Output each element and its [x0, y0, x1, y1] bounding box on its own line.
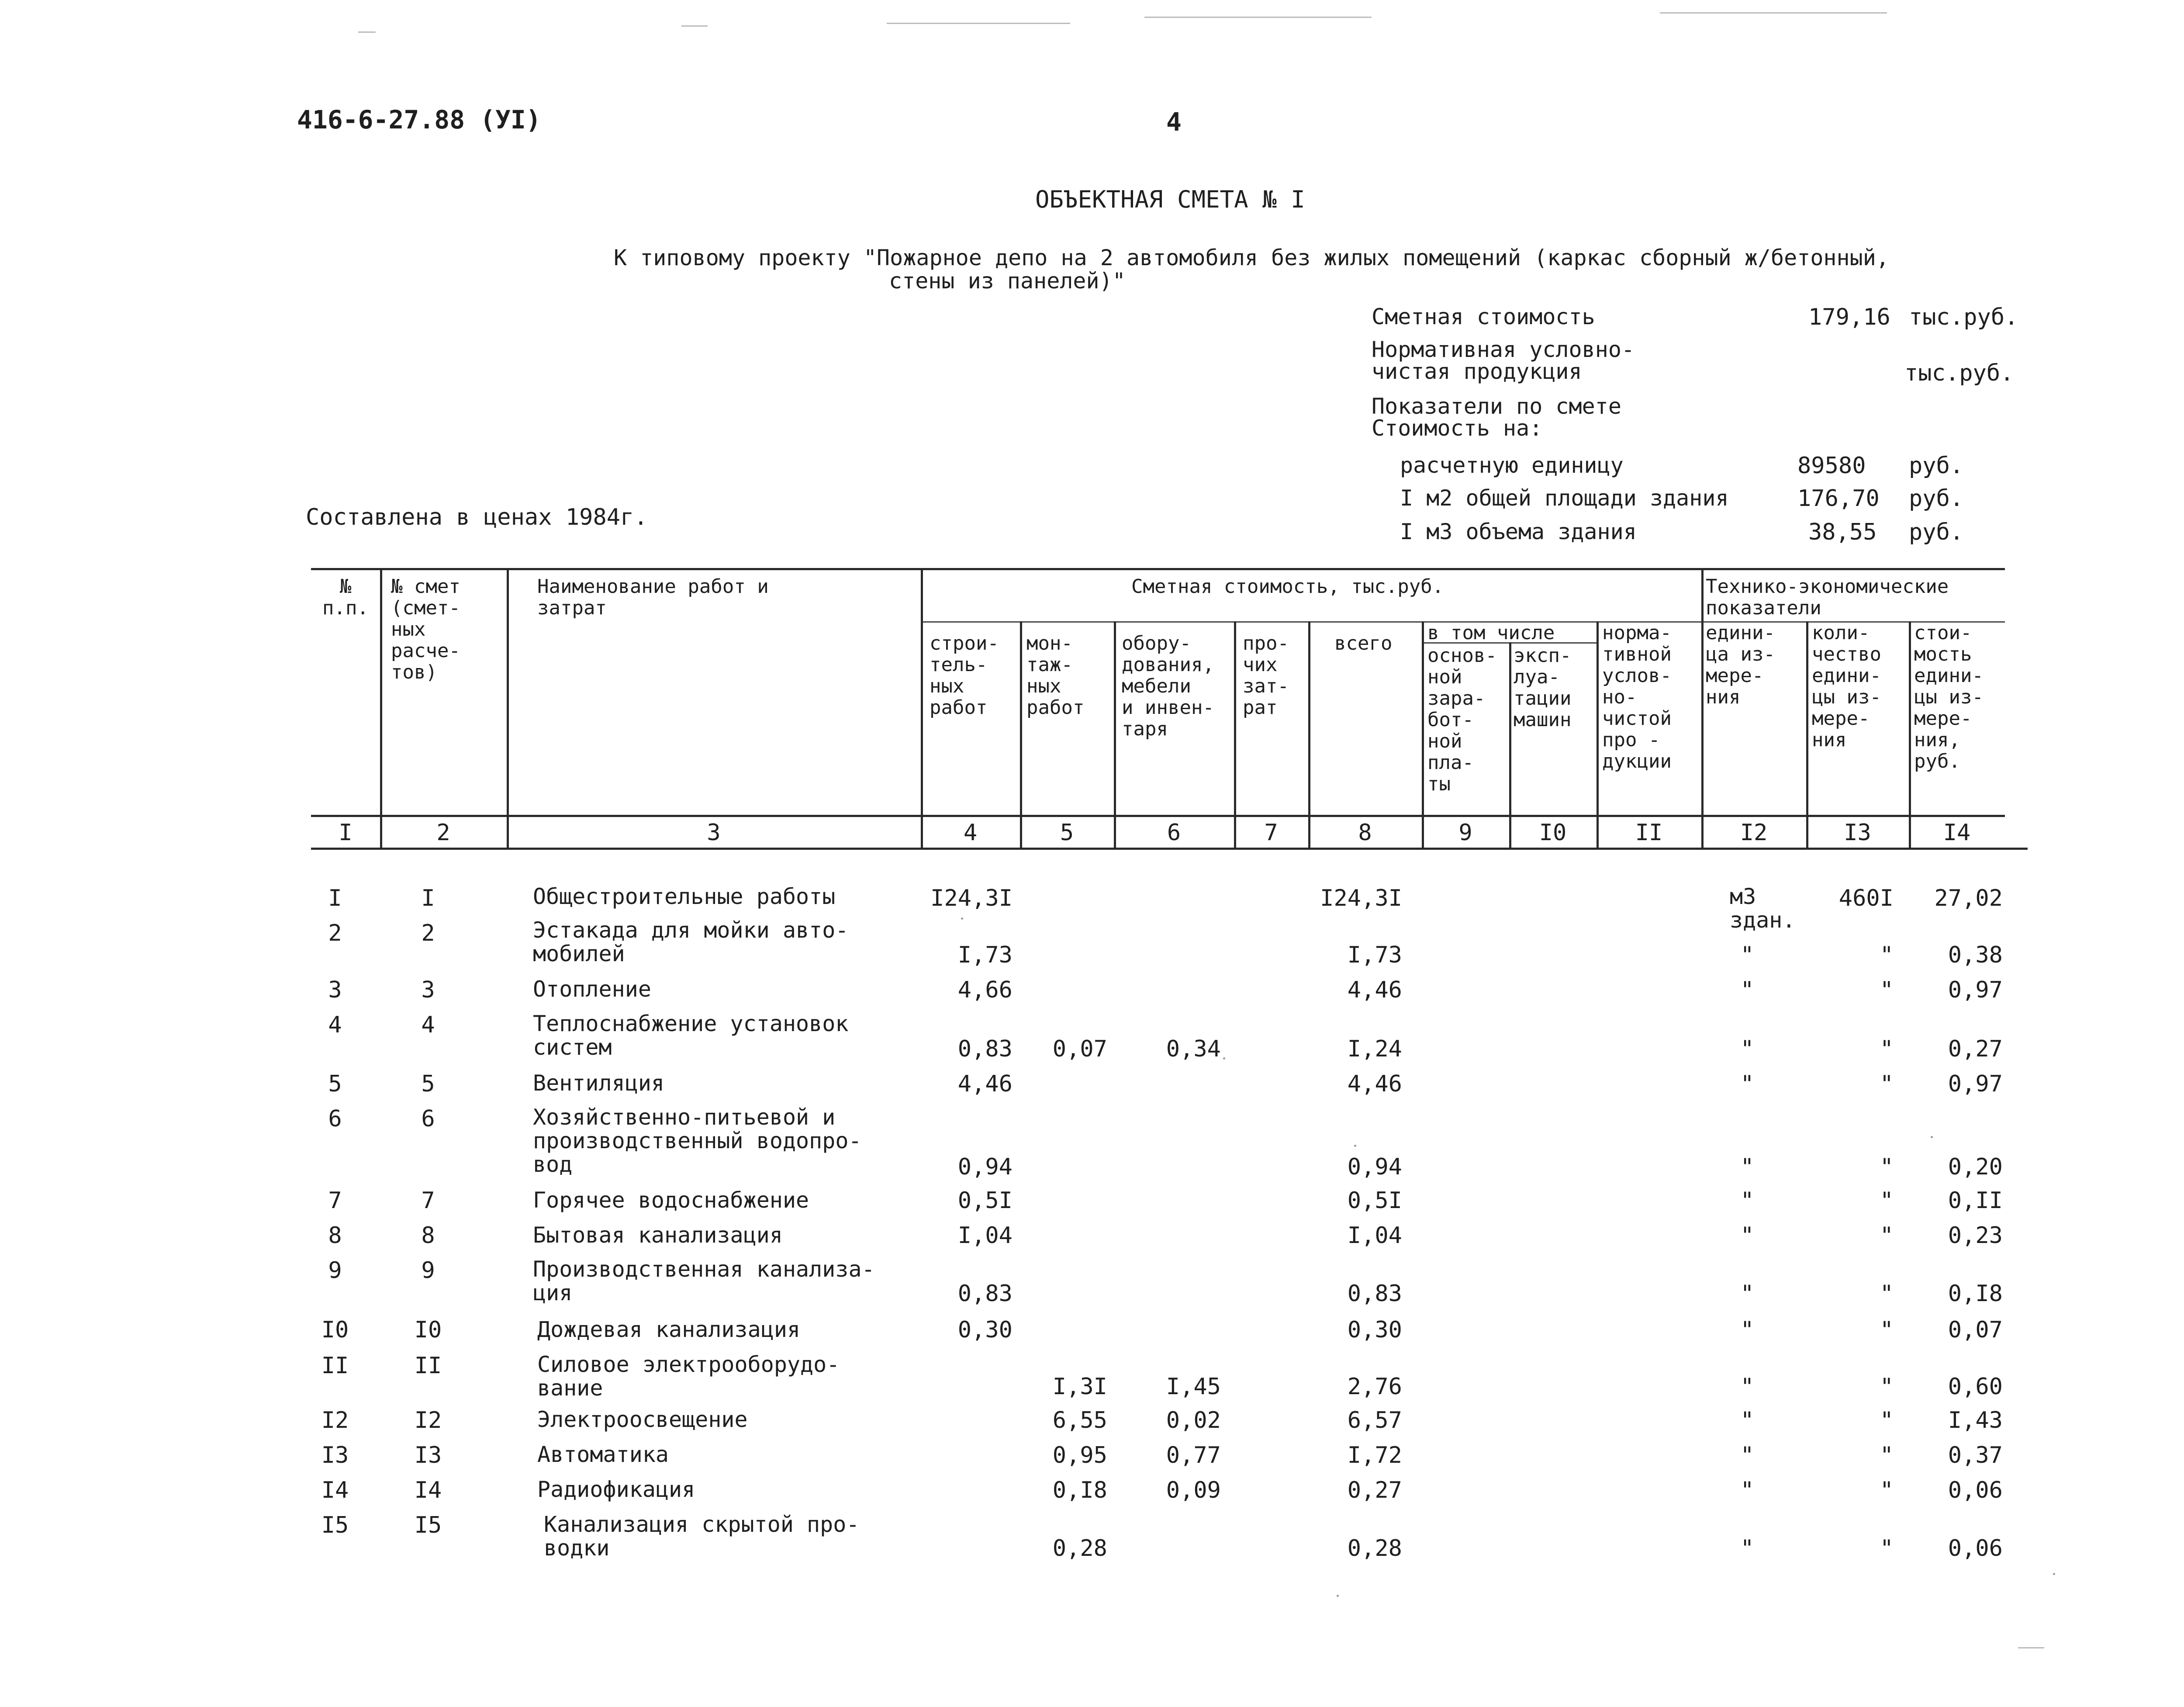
scan-mark [681, 25, 708, 27]
row-installation: 0,95 [1052, 1442, 1107, 1468]
row-estimate: I4 [414, 1477, 442, 1503]
row-equipment: 0,02 [1166, 1407, 1221, 1433]
scan-speck [1931, 1136, 1933, 1138]
row-name: Общестроительные работы [533, 884, 836, 909]
unit-label: расчетную единицу [1400, 453, 1624, 478]
row-unit: " [1740, 1407, 1754, 1433]
row-unit-cost: 0,07 [1948, 1317, 2003, 1343]
header-unit: едини- ца из- мере- ния [1706, 622, 1775, 708]
header-quantity: коли- чество едини- цы из- мере- ния [1812, 622, 1881, 751]
row-unit-cost: 27,02 [1934, 885, 2003, 911]
row-quantity: " [1880, 942, 1894, 968]
row-quantity: " [1880, 1374, 1894, 1400]
row-unit-cost: 0,I8 [1948, 1281, 2003, 1307]
row-equipment: 0,77 [1166, 1442, 1221, 1468]
prices-note: Составлена в ценах 1984г. [306, 504, 648, 530]
row-number: I [328, 885, 342, 911]
header-including: в том числе [1427, 622, 1555, 644]
scan-mark [1144, 17, 1372, 18]
row-name: Отопление [533, 976, 651, 1002]
row-estimate: 5 [421, 1071, 435, 1097]
volume-label: I м3 объема здания [1400, 519, 1637, 544]
row-unit-cost: 0,60 [1948, 1374, 2003, 1400]
row-total: 4,46 [1347, 977, 1402, 1003]
area-currency: руб. [1909, 485, 1964, 512]
row-total: 6,57 [1347, 1407, 1402, 1433]
scan-speck [1354, 1145, 1356, 1147]
unit-currency: руб. [1909, 453, 1964, 479]
header-base-salary: основ- ной зара- бот- ной пла- ты [1427, 644, 1497, 795]
row-equipment: I,45 [1166, 1374, 1221, 1400]
row-total: 0,27 [1347, 1477, 1402, 1503]
row-name: Силовое электрооборудо- вание [537, 1352, 840, 1401]
unit-value: 89580 [1797, 453, 1866, 479]
area-value: 176,70 [1797, 485, 1880, 512]
colnum-top-border [311, 815, 2005, 817]
row-unit: " [1740, 1317, 1754, 1343]
row-name: Электроосвещение [537, 1407, 748, 1432]
row-number: I2 [321, 1407, 349, 1433]
row-total: I,72 [1347, 1442, 1402, 1468]
row-unit-cost: I,43 [1948, 1407, 2003, 1433]
subtitle-line-1: К типовому проекту "Пожарное депо на 2 автомобиля без жилых помещений (каркас сборный ж/бетонный, [614, 245, 1889, 270]
col-divider [1308, 621, 1310, 850]
row-unit-cost: 0,97 [1948, 977, 2003, 1003]
row-unit: " [1740, 1222, 1754, 1249]
row-total: 0,83 [1347, 1281, 1402, 1307]
row-number: II [321, 1353, 349, 1379]
row-total: I,73 [1347, 942, 1402, 968]
scan-mark [887, 23, 1070, 24]
row-unit: " [1740, 942, 1754, 968]
scan-speck [961, 918, 963, 920]
row-quantity: " [1880, 1154, 1894, 1180]
row-unit: " [1740, 1154, 1754, 1180]
header-total: всего [1334, 632, 1393, 654]
row-name: Бытовая канализация [533, 1222, 783, 1248]
area-label: I м2 общей площади здания [1400, 485, 1729, 511]
col-divider [1597, 621, 1599, 850]
row-unit-cost: 0,06 [1948, 1535, 2003, 1562]
col-number: I [339, 820, 352, 846]
norm-label-2: чистая продукция [1372, 359, 1582, 384]
row-total: 0,28 [1347, 1535, 1402, 1562]
row-unit: " [1740, 977, 1754, 1003]
volume-currency: руб. [1909, 519, 1964, 545]
header-other: про- чих зат- рат [1243, 632, 1289, 719]
row-construction: 0,94 [957, 1154, 1013, 1180]
row-estimate: 4 [421, 1012, 435, 1038]
row-construction: 4,46 [957, 1071, 1013, 1097]
row-total: I24,3I [1320, 885, 1402, 911]
row-unit-cost: 0,97 [1948, 1071, 2003, 1097]
row-number: I4 [321, 1477, 349, 1503]
col-divider [380, 568, 382, 850]
row-number: I0 [321, 1317, 349, 1343]
row-construction: 0,83 [957, 1036, 1013, 1062]
row-number: I5 [321, 1512, 349, 1538]
col-divider [1701, 568, 1704, 850]
scan-speck [1223, 1057, 1225, 1060]
header-tech-group: Технико-экономические показатели [1706, 575, 1949, 619]
header-cost-group: Сметная стоимость, тыс.руб. [1131, 575, 1444, 598]
row-quantity: " [1880, 1317, 1894, 1343]
col-number: 2 [436, 820, 450, 846]
col-divider [1114, 621, 1116, 850]
row-unit-cost: 0,II [1948, 1188, 2003, 1214]
row-estimate: 9 [421, 1257, 435, 1284]
scan-speck [1337, 1595, 1339, 1597]
row-unit: " [1740, 1477, 1754, 1503]
row-unit-cost: 0,27 [1948, 1036, 2003, 1062]
row-estimate: 3 [421, 977, 435, 1003]
row-name: Дождевая канализация [537, 1317, 801, 1342]
header-estimate-number: № смет (смет- ных расче- тов) [391, 575, 460, 683]
header-installation: мон- таж- ных работ [1026, 632, 1085, 719]
col-number: I0 [1539, 820, 1567, 846]
col-divider [1909, 621, 1911, 850]
row-name: Теплоснабжение установок систем [533, 1011, 849, 1060]
norm-label-1: Нормативная условно- [1372, 337, 1635, 362]
cost-unit: тыс.руб. [1909, 304, 2018, 330]
row-installation: 6,55 [1052, 1407, 1107, 1433]
page-number: 4 [1166, 107, 1182, 137]
row-estimate: I5 [414, 1512, 442, 1538]
row-estimate: I3 [414, 1442, 442, 1468]
row-construction: 4,66 [957, 977, 1013, 1003]
col-number: I4 [1943, 820, 1971, 846]
row-quantity: " [1880, 1407, 1894, 1433]
row-total: 0,5I [1347, 1188, 1402, 1214]
col-number: 6 [1167, 820, 1181, 846]
col-number: 9 [1458, 820, 1472, 846]
row-equipment: 0,09 [1166, 1477, 1221, 1503]
header-construction: строи- тель- ных работ [930, 632, 999, 719]
row-quantity: " [1880, 1036, 1894, 1062]
row-quantity: " [1880, 1477, 1894, 1503]
row-estimate: 6 [421, 1106, 435, 1132]
row-unit-cost: 0,06 [1948, 1477, 2003, 1503]
row-name: Вентиляция [533, 1070, 665, 1096]
volume-value: 38,55 [1808, 519, 1877, 545]
row-estimate: 7 [421, 1188, 435, 1214]
row-unit: " [1740, 1071, 1754, 1097]
row-number: 7 [328, 1188, 342, 1214]
col-number: II [1635, 820, 1663, 846]
row-installation: 0,28 [1052, 1535, 1107, 1562]
row-quantity: " [1880, 1188, 1894, 1214]
col-divider [1806, 621, 1808, 850]
row-installation: I,3I [1052, 1374, 1107, 1400]
row-name: Автоматика [537, 1442, 669, 1467]
row-name: Производственная канализа- ция [533, 1257, 875, 1305]
row-construction: I,73 [957, 942, 1013, 968]
document-title: ОБЪЕКТНАЯ СМЕТА № I [1035, 186, 1305, 213]
row-quantity: " [1880, 1281, 1894, 1307]
col-divider [1422, 621, 1424, 850]
row-construction: 0,5I [957, 1188, 1013, 1214]
row-total: 2,76 [1347, 1374, 1402, 1400]
row-quantity: " [1880, 1442, 1894, 1468]
row-unit-cost: 0,38 [1948, 942, 2003, 968]
cost-per-label: Стоимость на: [1372, 415, 1543, 441]
row-total: 0,30 [1347, 1317, 1402, 1343]
row-construction: 0,83 [957, 1281, 1013, 1307]
row-construction: I,04 [957, 1222, 1013, 1249]
col-number: I3 [1844, 820, 1871, 846]
row-unit: " [1740, 1036, 1754, 1062]
header-machine-operation: эксп- луа- тации машин [1514, 644, 1572, 731]
row-number: 2 [328, 920, 342, 946]
cost-label: Сметная стоимость [1372, 304, 1595, 329]
row-quantity: 460I [1838, 885, 1894, 911]
col-number: 7 [1264, 820, 1278, 846]
header-row-number: № п.п. [322, 575, 369, 619]
col-number: 5 [1060, 820, 1074, 846]
scan-speck [2053, 1573, 2055, 1575]
row-equipment: 0,34 [1166, 1036, 1221, 1062]
row-unit: " [1740, 1374, 1754, 1400]
row-estimate: 8 [421, 1222, 435, 1249]
row-unit-cost: 0,23 [1948, 1222, 2003, 1249]
row-name: Радиофикация [537, 1477, 695, 1502]
row-quantity: " [1880, 977, 1894, 1003]
row-unit: " [1740, 1535, 1754, 1562]
row-unit-cost: 0,20 [1948, 1154, 2003, 1180]
row-number: 9 [328, 1257, 342, 1284]
norm-unit: тыс.руб. [1904, 360, 2014, 386]
row-construction: I24,3I [930, 885, 1013, 911]
header-normative-production: норма- тивной услов- но- чистой про - дукции [1602, 622, 1672, 772]
col-divider [507, 568, 509, 850]
indicators-label: Показатели по смете [1372, 394, 1621, 419]
row-quantity: " [1880, 1071, 1894, 1097]
row-unit-cost: 0,37 [1948, 1442, 2003, 1468]
col-number: 4 [963, 820, 978, 846]
row-quantity: " [1880, 1222, 1894, 1249]
row-installation: 0,I8 [1052, 1477, 1107, 1503]
scan-mark [1660, 12, 1887, 14]
col-number: 8 [1358, 820, 1372, 846]
col-number: 3 [707, 820, 721, 846]
col-divider [921, 568, 923, 850]
row-estimate: I0 [414, 1317, 442, 1343]
row-estimate: I [421, 885, 435, 911]
row-total: I,04 [1347, 1222, 1402, 1249]
col-number: I2 [1740, 820, 1768, 846]
row-total: I,24 [1347, 1036, 1402, 1062]
row-total: 0,94 [1347, 1154, 1402, 1180]
row-construction: 0,30 [957, 1317, 1013, 1343]
row-estimate: II [414, 1353, 442, 1379]
row-unit: " [1740, 1281, 1754, 1307]
col-divider [1234, 621, 1236, 850]
row-estimate: I2 [414, 1407, 442, 1433]
row-estimate: 2 [421, 920, 435, 946]
row-number: 5 [328, 1071, 342, 1097]
row-quantity: " [1880, 1535, 1894, 1562]
row-name: Канализация скрытой про- водки [544, 1512, 860, 1561]
document-code: 416-6-27.88 (УI) [297, 105, 541, 135]
row-number: 8 [328, 1222, 342, 1249]
row-total: 4,46 [1347, 1071, 1402, 1097]
table-top-border [311, 568, 2005, 570]
cost-value: 179,16 [1808, 304, 1890, 330]
header-equipment: обору- дования, мебели и инвен- таря [1122, 632, 1214, 740]
row-unit: " [1740, 1442, 1754, 1468]
col-divider [1020, 621, 1022, 850]
row-unit: " [1740, 1188, 1754, 1214]
row-number: 6 [328, 1106, 342, 1132]
subtitle-line-2: стены из панелей)" [889, 268, 1126, 294]
row-number: 3 [328, 977, 342, 1003]
colnum-bottom-border [311, 848, 2028, 850]
header-unit-cost: стои- мость едини- цы из- мере- ния, руб. [1914, 622, 1984, 772]
row-installation: 0,07 [1052, 1036, 1107, 1062]
col-divider [1509, 642, 1511, 850]
row-number: 4 [328, 1012, 342, 1038]
scan-mark [358, 31, 376, 33]
row-unit: м3 здан. [1730, 884, 1796, 933]
row-name: Эстакада для мойки авто- мобилей [533, 918, 849, 966]
header-work-name: Наименование работ и затрат [537, 575, 769, 619]
scan-mark [2018, 1647, 2044, 1648]
row-name: Горячее водоснабжение [533, 1188, 809, 1213]
row-name: Хозяйственно-питьевой и производственный водопро- вод [533, 1105, 862, 1177]
row-number: I3 [321, 1442, 349, 1468]
